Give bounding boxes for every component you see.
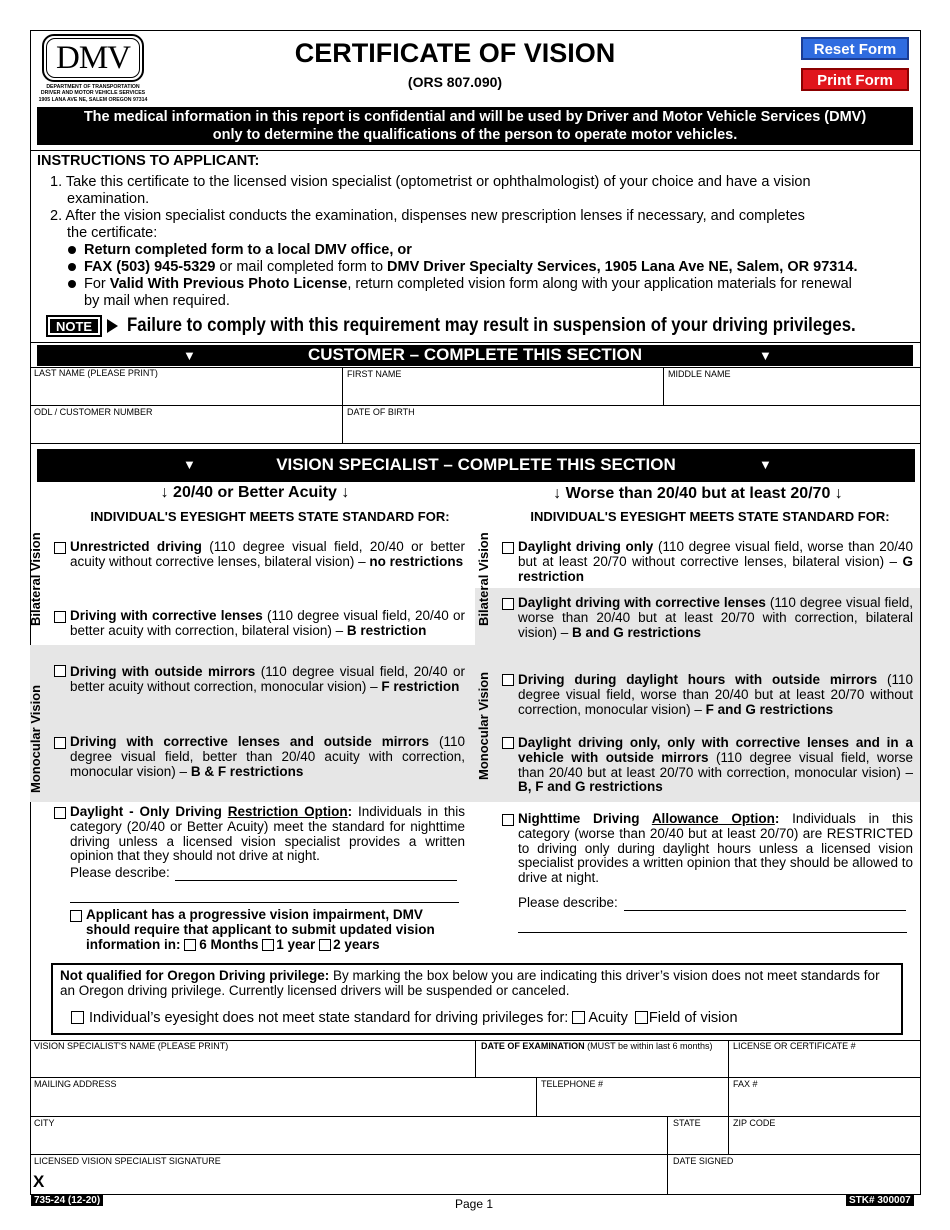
not-qualified-checkline bbox=[71, 1010, 738, 1026]
daylight-corrective-checkbox[interactable] bbox=[502, 598, 514, 610]
option-restriction: B & F restrictions bbox=[190, 763, 304, 779]
state-input[interactable] bbox=[671, 1130, 726, 1153]
dob-input[interactable] bbox=[346, 418, 661, 442]
option-text: (110 degree visual field, 20/40 or better acuity with correction, bilateral vision) – bbox=[70, 608, 465, 638]
divider bbox=[728, 1116, 729, 1154]
lenses-and-mirrors-option bbox=[70, 735, 465, 779]
right-column-heading: ↓ Worse than 20/40 but at least 20/70 ↓ bbox=[553, 485, 843, 502]
option-title: Driving with outside mirrors bbox=[70, 664, 256, 679]
daylight-mirrors-checkbox[interactable] bbox=[502, 674, 514, 686]
page-title: CERTIFICATE OF VISION bbox=[294, 38, 616, 68]
not-qualified-text bbox=[60, 969, 895, 999]
not-qualified-box bbox=[51, 963, 903, 1035]
option-text: Individuals in this category (worse than 20/40 but at least 20/70) are RESTRICTED to driving only during daylight hours unless a licensed vision specialist provides a written opinion that they should be allowed to drive at night. bbox=[518, 811, 913, 886]
note-arrow-icon bbox=[107, 319, 118, 333]
divider bbox=[30, 405, 921, 406]
divider bbox=[30, 150, 921, 151]
six-months-checkbox[interactable] bbox=[184, 939, 196, 951]
bullet-icon bbox=[68, 246, 76, 254]
divider bbox=[728, 1040, 729, 1116]
signature-input[interactable] bbox=[50, 1168, 664, 1192]
confidential-banner bbox=[37, 107, 913, 145]
instructions-heading: INSTRUCTIONS TO APPLICANT: bbox=[37, 153, 260, 169]
option-text: (110 degree visual field, 20/40 or better acuity without correction, monocular vision) – bbox=[70, 664, 465, 694]
option-title: : bbox=[774, 811, 780, 826]
option-text: (110 degree visual field, worse than 20/40 but at least 20/70 without correction, monocular vision) – bbox=[518, 672, 913, 717]
divider bbox=[30, 1116, 921, 1117]
bullet-text: , return completed vision form along with your application materials for renewal bbox=[347, 276, 852, 292]
monocular-label-right: Monocular Vision bbox=[476, 671, 491, 780]
option-text: (110 degree visual field, better than 20/40 acuity with correction, monocular vision) – bbox=[70, 734, 465, 779]
option-restriction: B, F and G restrictions bbox=[518, 779, 663, 795]
bullet-icon bbox=[68, 263, 76, 271]
option-restriction: F and G restrictions bbox=[705, 701, 834, 717]
fax-label: FAX # bbox=[733, 1079, 758, 1089]
nighttime-describe-input-2[interactable] bbox=[518, 916, 907, 932]
one-year-label: 1 year bbox=[276, 936, 316, 952]
odl-input[interactable] bbox=[34, 418, 340, 442]
option-title: Nighttime Driving bbox=[518, 811, 652, 826]
daylight-corrective-option bbox=[518, 596, 913, 640]
city-input[interactable] bbox=[34, 1130, 664, 1153]
two-years-label: 2 years bbox=[333, 936, 380, 952]
vision-section-header bbox=[37, 449, 915, 482]
option-title: Unrestricted driving bbox=[70, 539, 202, 554]
nighttime-allowance-option bbox=[518, 812, 913, 886]
note-label: NOTE bbox=[50, 319, 98, 333]
please-describe-label: Please describe: bbox=[518, 895, 618, 910]
option-text: Applicant has a progressive vision impairment, DMV bbox=[86, 907, 423, 922]
option-restriction: G restriction bbox=[518, 553, 913, 584]
customer-section-title: CUSTOMER – COMPLETE THIS SECTION bbox=[307, 345, 643, 364]
monocular-label-left: Monocular Vision bbox=[28, 684, 43, 793]
telephone-label: TELEPHONE # bbox=[541, 1079, 604, 1089]
note-badge bbox=[46, 315, 102, 337]
telephone-input[interactable] bbox=[540, 1091, 726, 1114]
not-qualified-title: Not qualified for Oregon Driving privilege: bbox=[60, 968, 330, 983]
option-text: should require that applicant to submit updated vision bbox=[86, 921, 435, 937]
bilateral-label-right: Bilateral Vision bbox=[476, 532, 491, 626]
field-of-vision-checkbox[interactable] bbox=[635, 1011, 648, 1024]
page-subtitle: (ORS 807.090) bbox=[407, 74, 503, 90]
corrective-lenses-checkbox[interactable] bbox=[54, 611, 66, 623]
down-triangle-icon: ▼ bbox=[759, 348, 772, 363]
state-label: STATE bbox=[673, 1118, 701, 1128]
unrestricted-option bbox=[70, 540, 465, 570]
daylight-restriction-option bbox=[70, 805, 465, 864]
daylight-lenses-mirrors-option bbox=[518, 736, 913, 795]
middle-name-label: MIDDLE NAME bbox=[668, 369, 731, 379]
odl-label: ODL / CUSTOMER NUMBER bbox=[34, 407, 153, 417]
last-name-input[interactable] bbox=[34, 380, 340, 404]
option-text: (110 degree visual field, 20/40 or better acuity without corrective lenses, bilateral vision) – bbox=[70, 539, 465, 569]
describe-line bbox=[518, 932, 907, 933]
fax-input[interactable] bbox=[732, 1091, 918, 1114]
last-name-label: LAST NAME (PLEASE PRINT) bbox=[34, 368, 158, 378]
left-meets-standard: INDIVIDUAL'S EYESIGHT MEETS STATE STANDARD FOR: bbox=[90, 509, 450, 524]
confidential-line: The medical information in this report is confidential and will be used by Driver and Motor Vehicle Services (DMV) bbox=[83, 109, 867, 125]
note-text: Failure to comply with this requirement may result in suspension of your driving privileges. bbox=[127, 314, 856, 336]
first-name-label: FIRST NAME bbox=[347, 369, 402, 379]
option-text: information in: bbox=[86, 936, 185, 952]
logo-subtext: DEPARTMENT OF TRANSPORTATION bbox=[46, 84, 140, 90]
down-triangle-icon: ▼ bbox=[183, 348, 196, 363]
divider bbox=[30, 1154, 921, 1155]
mailing-address-label: MAILING ADDRESS bbox=[34, 1079, 117, 1089]
nighttime-allowance-checkbox[interactable] bbox=[502, 814, 514, 826]
reset-form-button[interactable]: Reset Form bbox=[801, 37, 909, 60]
corrective-lenses-option bbox=[70, 609, 465, 639]
option-text: (110 degree visual field, worse than 20/40 but at least 20/70 without corrective lenses, bilateral vision) – bbox=[518, 539, 913, 569]
form-number: 735-24 (12-20) bbox=[31, 1195, 103, 1206]
down-triangle-icon: ▼ bbox=[759, 457, 772, 472]
first-name-input[interactable] bbox=[346, 380, 661, 404]
bilateral-label-left: Bilateral Vision bbox=[28, 532, 43, 626]
progressive-impairment-option bbox=[86, 908, 466, 952]
please-describe-label: Please describe: bbox=[70, 865, 170, 880]
lenses-and-mirrors-checkbox[interactable] bbox=[54, 737, 66, 749]
date-exam-input[interactable] bbox=[479, 1053, 725, 1076]
instruction-step: examination. bbox=[67, 191, 150, 207]
divider bbox=[667, 1116, 668, 1194]
logo-subtext: 1905 LANA AVE NE, SALEM OREGON 97314 bbox=[38, 96, 148, 103]
option-title: Daylight driving only bbox=[518, 539, 654, 554]
daylight-restriction-checkbox[interactable] bbox=[54, 807, 66, 819]
option-restriction: no restrictions bbox=[369, 553, 464, 569]
down-triangle-icon: ▼ bbox=[183, 457, 196, 472]
date-exam-note: (MUST be within last 6 months) bbox=[584, 1041, 713, 1051]
option-title: Driving with corrective lenses bbox=[70, 608, 263, 623]
daylight-only-checkbox[interactable] bbox=[502, 542, 514, 554]
logo-subtext: DRIVER AND MOTOR VEHICLE SERVICES bbox=[40, 90, 146, 97]
bullet-text: or mail completed form to bbox=[215, 259, 388, 275]
divider bbox=[663, 367, 664, 405]
option-restriction: B restriction bbox=[346, 622, 427, 638]
date-exam-title: DATE OF EXAMINATION bbox=[481, 1041, 585, 1051]
daylight-only-option bbox=[518, 540, 913, 584]
instruction-bullet bbox=[84, 276, 852, 293]
instruction-bullet bbox=[84, 259, 857, 276]
print-form-button[interactable]: Print Form bbox=[801, 68, 909, 91]
option-restriction: F restriction bbox=[381, 678, 460, 694]
bullet-emphasis: Valid With Previous Photo License bbox=[109, 276, 348, 292]
instruction-step: 2. After the vision specialist conducts the examination, dispenses new prescription lenses if necessary, and completes bbox=[50, 208, 805, 224]
instruction-step: 1. Take this certificate to the licensed vision specialist (optometrist or ophthalmologist) of your choice and have a vision bbox=[50, 174, 811, 190]
divider bbox=[30, 1077, 921, 1078]
field-of-vision-label: Field of vision bbox=[648, 1010, 738, 1026]
middle-name-input[interactable] bbox=[667, 380, 919, 404]
option-text: (110 degree visual field, worse than 20/40 but at least 20/70 with correction, monocular vision) – bbox=[518, 749, 914, 780]
mailing-address-input[interactable] bbox=[34, 1091, 534, 1114]
dmv-logo bbox=[34, 34, 152, 106]
specialist-name-label: VISION SPECIALIST'S NAME (PLEASE PRINT) bbox=[34, 1041, 229, 1051]
option-title: Driving with corrective lenses and outside mirrors bbox=[70, 734, 430, 749]
outside-mirrors-checkbox[interactable] bbox=[54, 665, 66, 677]
six-months-label: 6 Months bbox=[199, 936, 259, 952]
customer-section-header bbox=[37, 345, 913, 366]
bullet-text: For bbox=[84, 276, 110, 292]
acuity-label: Acuity bbox=[588, 1010, 628, 1026]
vision-section-title: VISION SPECIALIST – COMPLETE THIS SECTION bbox=[276, 455, 676, 474]
signature-x-mark: X bbox=[33, 1172, 45, 1191]
confidential-line: only to determine the qualifications of the person to operate motor vehicles. bbox=[212, 127, 738, 143]
bullet-icon bbox=[68, 280, 76, 288]
signature-label: LICENSED VISION SPECIALIST SIGNATURE bbox=[34, 1156, 221, 1166]
progressive-impairment-checkbox[interactable] bbox=[70, 910, 82, 922]
dob-label: DATE OF BIRTH bbox=[347, 407, 415, 417]
daylight-describe-input-2[interactable] bbox=[70, 886, 459, 902]
option-text: (110 degree visual field, worse than 20/40 but at least 20/70 with correction, bilateral vision) – bbox=[518, 595, 914, 640]
daylight-describe-input[interactable] bbox=[175, 864, 457, 880]
nighttime-describe-input[interactable] bbox=[624, 894, 906, 910]
date-signed-label: DATE SIGNED bbox=[673, 1156, 734, 1166]
option-title-underlined: Restriction Option bbox=[227, 804, 348, 819]
zip-input[interactable] bbox=[732, 1130, 918, 1153]
right-meets-standard: INDIVIDUAL'S EYESIGHT MEETS STATE STANDARD FOR: bbox=[530, 509, 890, 524]
one-year-checkbox[interactable] bbox=[262, 939, 274, 951]
fax-number: FAX (503) 945-5329 bbox=[84, 259, 216, 275]
divider bbox=[30, 342, 921, 343]
license-label: LICENSE OR CERTIFICATE # bbox=[733, 1041, 856, 1051]
license-input[interactable] bbox=[732, 1053, 918, 1076]
option-restriction: B and G restrictions bbox=[572, 624, 702, 640]
left-column-heading: ↓ 20/40 or Better Acuity ↓ bbox=[160, 484, 350, 501]
divider bbox=[536, 1077, 537, 1116]
option-title: Daylight driving with corrective lenses bbox=[518, 595, 766, 610]
instruction-step: the certificate: bbox=[67, 225, 158, 241]
outside-mirrors-option bbox=[70, 665, 465, 695]
not-meet-standard-label: Individual’s eyesight does not meet state standard for driving privileges for: bbox=[89, 1010, 573, 1026]
option-title-underlined: Allowance Option bbox=[651, 811, 775, 826]
city-label: CITY bbox=[34, 1118, 55, 1128]
describe-line bbox=[175, 880, 457, 881]
dmv-address: DMV Driver Specialty Services, 1905 Lana Ave NE, Salem, OR 97314. bbox=[387, 259, 858, 275]
option-title: Driving during daylight hours with outside mirrors bbox=[518, 672, 878, 687]
acuity-checkbox[interactable] bbox=[572, 1011, 585, 1024]
zip-label: ZIP CODE bbox=[733, 1118, 776, 1128]
daylight-lenses-mirrors-checkbox[interactable] bbox=[502, 737, 514, 749]
option-title: Daylight - Only Driving bbox=[70, 804, 228, 819]
page-number: Page 1 bbox=[455, 1197, 494, 1211]
specialist-name-input[interactable] bbox=[34, 1053, 472, 1076]
divider bbox=[30, 443, 921, 444]
option-title: Daylight driving only, only with corrective lenses and in a vehicle with outside mirrors bbox=[518, 735, 913, 765]
unrestricted-checkbox[interactable] bbox=[54, 542, 66, 554]
stock-number: STK# 300007 bbox=[846, 1195, 914, 1206]
divider bbox=[30, 367, 921, 368]
instruction-bullet: Return completed form to a local DMV office, or bbox=[84, 242, 412, 258]
option-title: : bbox=[347, 804, 353, 819]
date-signed-input[interactable] bbox=[671, 1168, 918, 1192]
dmv-logo-text: DMV bbox=[46, 38, 140, 78]
not-qualified-description: By marking the box below you are indicating this driver’s vision does not meet standards for an Oregon driving privilege. Currently licensed drivers will be suspended or canceled. bbox=[60, 968, 880, 998]
not-meet-standard-checkbox[interactable] bbox=[71, 1011, 84, 1024]
describe-line bbox=[70, 902, 459, 903]
two-years-checkbox[interactable] bbox=[319, 939, 331, 951]
daylight-mirrors-option bbox=[518, 673, 913, 717]
describe-line bbox=[624, 910, 906, 911]
date-exam-label bbox=[481, 1041, 713, 1051]
divider bbox=[475, 1040, 476, 1077]
instruction-bullet: by mail when required. bbox=[84, 293, 230, 309]
option-text: Individuals in this category (20/40 or Better Acuity) meet the standard for nighttime driving unless a licensed vision specialist provides a written opinion that they should not drive at night. bbox=[70, 804, 466, 864]
